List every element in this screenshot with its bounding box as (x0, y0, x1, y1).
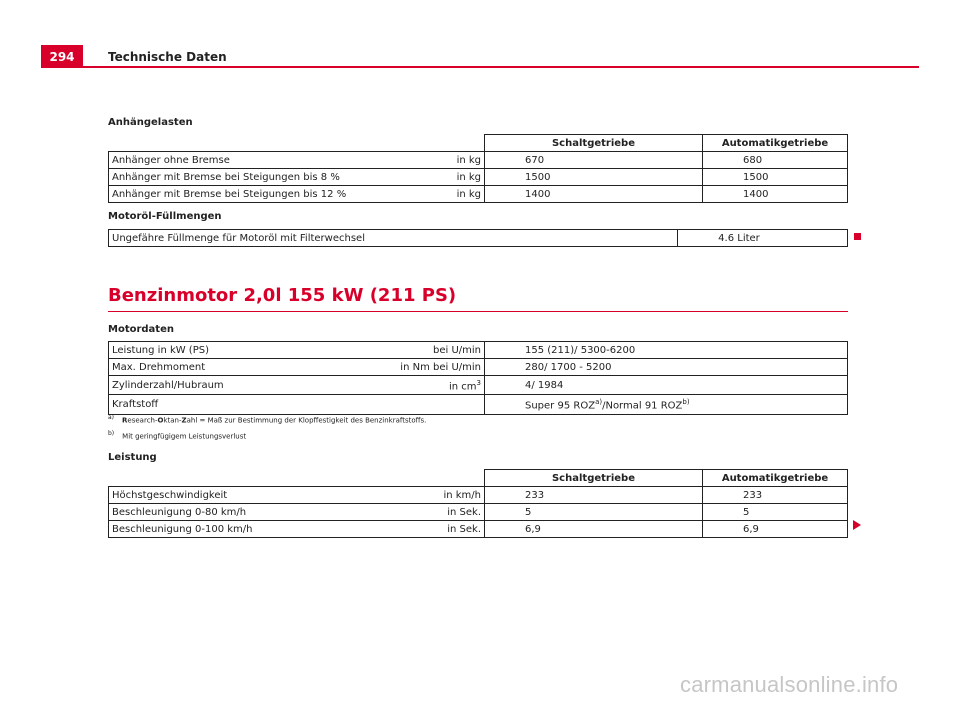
unit-text: in cm (448, 381, 477, 393)
row-unit: in km/h (395, 487, 485, 504)
section-heading-anhaengelasten: Anhängelasten (108, 117, 193, 128)
footnote-text: Mit geringfügigem Leistungsverlust (122, 432, 247, 441)
row-unit (395, 395, 485, 414)
column-header-schaltgetriebe: Schaltgetriebe (485, 135, 703, 152)
value-automatikgetriebe: 233 (703, 487, 848, 504)
footnote-letter: R (122, 416, 128, 425)
engine-title-rule (108, 311, 848, 312)
motordaten-table (108, 341, 848, 415)
continue-arrow-icon (853, 520, 861, 530)
table-row (109, 395, 848, 414)
table-row (109, 230, 848, 247)
row-label: Beschleunigung 0-100 km/h (109, 521, 396, 538)
table-row (109, 152, 848, 169)
row-unit: bei U/min (395, 342, 485, 359)
table-row (109, 169, 848, 186)
value-automatikgetriebe: 5 (703, 504, 848, 521)
row-value: 280/ 1700 - 5200 (485, 359, 848, 376)
motoroel-table (108, 229, 848, 247)
row-label: Anhänger mit Bremse bei Steigungen bis 12 % (109, 186, 396, 203)
row-label: Leistung in kW (PS) (109, 342, 396, 359)
row-unit: in Sek. (395, 504, 485, 521)
fuel-text: Super 95 ROZ (525, 400, 596, 412)
footnote-letter: O (157, 416, 164, 425)
footnote-letter: Z (181, 416, 187, 425)
value-schaltgetriebe: 1500 (485, 169, 703, 186)
page-number: 294 (41, 45, 83, 68)
section-heading-motoroel: Motoröl-Füllmengen (108, 211, 222, 222)
table-header-row (109, 135, 848, 152)
row-unit: in kg (395, 169, 485, 186)
section-heading-leistung: Leistung (108, 452, 157, 463)
row-value: 155 (211)/ 5300-6200 (485, 342, 848, 359)
footnote-mark: a) (108, 414, 115, 421)
row-label: Höchstgeschwindigkeit (109, 487, 396, 504)
leistung-table (108, 469, 848, 538)
row-label: Beschleunigung 0-80 km/h (109, 504, 396, 521)
row-label: Anhänger mit Bremse bei Steigungen bis 8 % (109, 169, 396, 186)
footnote-b (108, 430, 246, 440)
header-blank (109, 470, 485, 487)
row-label: Zylinderzahl/Hubraum (109, 376, 396, 395)
row-value (485, 395, 848, 414)
row-value: 4/ 1984 (485, 376, 848, 395)
footnote-text: ktan- (163, 416, 182, 425)
table-row (109, 359, 848, 376)
table-row (109, 504, 848, 521)
table-row (109, 521, 848, 538)
row-unit: in Sek. (395, 521, 485, 538)
footnote-ref-b: b) (682, 398, 690, 407)
row-unit (395, 376, 485, 395)
table-row (109, 376, 848, 395)
value-automatikgetriebe: 680 (703, 152, 848, 169)
footnote-text: ahl = Maß zur Bestimmung der Klopffestigkeit des Benzinkraftstoffs. (186, 416, 427, 425)
row-unit: in Nm bei U/min (395, 359, 485, 376)
footnote-ref-a: a) (595, 398, 603, 407)
row-unit: in kg (395, 186, 485, 203)
value-automatikgetriebe: 6,9 (703, 521, 848, 538)
watermark: carmanualsonline.info (680, 672, 899, 697)
row-label: Anhänger ohne Bremse (109, 152, 396, 169)
anhaengelasten-table (108, 134, 848, 203)
value-schaltgetriebe: 1400 (485, 186, 703, 203)
footnote-text: esearch- (127, 416, 158, 425)
column-header-automatikgetriebe: Automatikgetriebe (703, 470, 848, 487)
row-label: Ungefähre Füllmenge für Motoröl mit Filterwechsel (109, 230, 678, 247)
table-header-row (109, 470, 848, 487)
value-schaltgetriebe: 6,9 (485, 521, 703, 538)
footnote-a (108, 414, 426, 424)
engine-title: Benzinmotor 2,0l 155 kW (211 PS) (108, 285, 457, 306)
value-automatikgetriebe: 1500 (703, 169, 848, 186)
row-label: Max. Drehmoment (109, 359, 396, 376)
column-header-schaltgetriebe: Schaltgetriebe (485, 470, 703, 487)
section-end-marker (854, 233, 861, 240)
value-automatikgetriebe: 1400 (703, 186, 848, 203)
column-header-automatikgetriebe: Automatikgetriebe (703, 135, 848, 152)
row-value: 4.6 Liter (678, 230, 848, 247)
page-title: Technische Daten (108, 50, 227, 64)
table-row (109, 186, 848, 203)
table-row (109, 342, 848, 359)
header-blank (109, 135, 485, 152)
table-row (109, 487, 848, 504)
header-rule (41, 66, 919, 68)
fuel-text: /Normal 91 ROZ (602, 400, 683, 412)
value-schaltgetriebe: 670 (485, 152, 703, 169)
footnote-mark: b) (108, 430, 115, 437)
unit-superscript: 3 (476, 379, 481, 387)
value-schaltgetriebe: 5 (485, 504, 703, 521)
value-schaltgetriebe: 233 (485, 487, 703, 504)
row-unit: in kg (395, 152, 485, 169)
row-label: Kraftstoff (109, 395, 396, 414)
section-heading-motordaten: Motordaten (108, 324, 174, 335)
